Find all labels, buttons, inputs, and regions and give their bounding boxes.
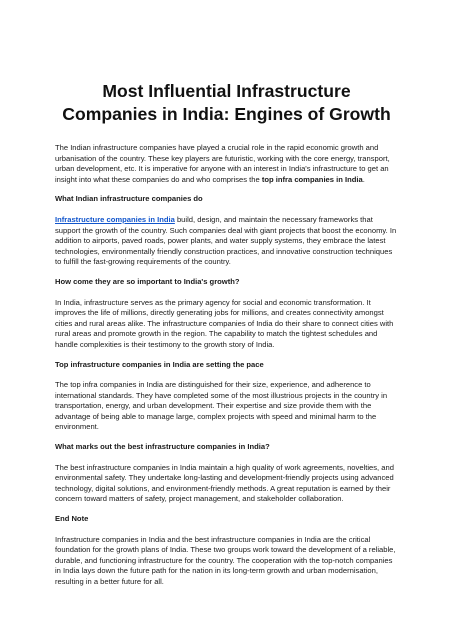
intro-end: .	[362, 174, 365, 184]
intro-text: The Indian infrastructure companies have played a crucial role in the rapid economic growth and urbanisation of the country. These key players are futuristic, working with the core energy, transport, urban development, etc. It is imperative for anyone with an interest in India's infrastructure to get an insight into what these companies do and who comprises the	[55, 143, 390, 184]
section-heading-setting-pace: Top infrastructure companies in India are setting the pace	[55, 359, 264, 369]
section-body-best-companies: The best infrastructure companies in India maintain a high quality of work agreements, novelties, and environmental safety. They undertake long-lasting and development-friendly projects using advanced technology, digital solutions, and environment-friendly methods. A great reputation is earned by their concern toward matters of safety, project management, and stakeholder collaboration.	[55, 462, 394, 504]
intro-bold-keyword: top infra companies in India	[261, 174, 363, 184]
section-body-setting-pace: The top infra companies in India are distinguished for their size, experience, and adherence to international standards. They have completed some of the most illustrious projects in the country in transportation, energy, and urban development. Their expertise and size provide them with the advantage of being able to manage large, complex projects with speed and minimal harm to the environment.	[55, 380, 388, 432]
section-body-importance: In India, infrastructure serves as the primary agency for social and economic transformation. It improves the life of millions, directly generating jobs for millions, and creates connectivity amongst cities and rural areas alike. The infrastructure companies of India do their share to connect cities with rural areas and promote growth in the region. The capability to match the tightest schedules and handle complexities is their testimony to the growth story of India.	[55, 297, 394, 349]
document-title: Most Influential Infrastructure Companies in India: Engines of Growth	[62, 81, 391, 124]
section-heading-importance: How come they are so important to India's growth?	[55, 276, 240, 286]
section-heading-what-they-do: What Indian infrastructure companies do	[55, 194, 203, 204]
section-body-text: build, design, and maintain the necessary frameworks that support the growth of the country. Such companies deal with giant projects that boost the economy. In addition to airports, paved roads, power plants, and water supply systems, they embrace the latest technologies, environmentally friendly construction practices, and innovative construction techniques to fulfill the fast-growing requirements of the country.	[55, 214, 397, 267]
section-heading-end-note: End Note	[55, 514, 89, 524]
intro-paragraph	[55, 143, 398, 185]
section-body-end-note: Infrastructure companies in India and the best infrastructure companies in India are the critical foundation for the growth plans of India. These two groups work toward the development of a reliable, durable, and functioning infrastructure for the country. The cooperation with the top-notch companies in India lays down the future path for the nation in its long-term growth and urban modernisation, resulting in a better future for all.	[55, 534, 396, 586]
section-body-what-they-do	[55, 215, 398, 268]
section-heading-best-companies: What marks out the best infrastructure companies in India?	[55, 442, 270, 452]
infrastructure-companies-link[interactable]: Infrastructure companies in India	[55, 214, 175, 224]
